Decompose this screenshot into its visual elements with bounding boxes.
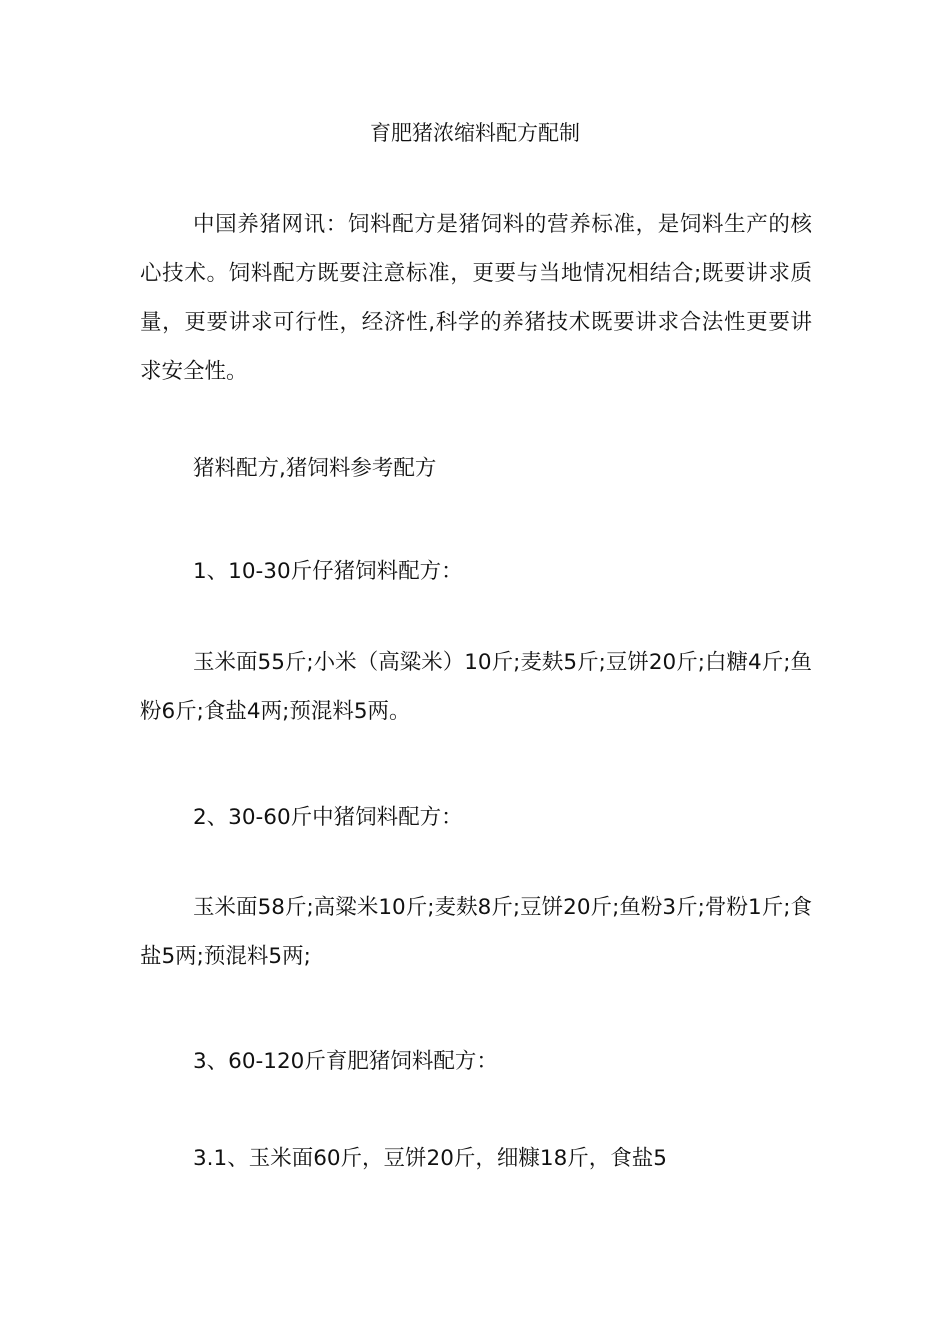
formula-heading-2: 2、30-60斤中猪饲料配方：	[193, 805, 463, 830]
formula-heading-3: 3、60-120斤育肥猪饲料配方：	[193, 1049, 498, 1074]
formula-ingredients-1: 玉米面55斤;小米（高粱米）10斤;麦麸5斤;豆饼20斤;白糖4斤;鱼粉6斤;食盐4两;预混料5两。	[140, 650, 812, 724]
formula-ingredients-3-1: 3.1、玉米面60斤，豆饼20斤，细糠18斤，食盐5	[193, 1146, 667, 1171]
intro-paragraph: 中国养猪网讯：饲料配方是猪饲料的营养标准，是饲料生产的核心技术。饲料配方既要注意标准，更要与当地情况相结合;既要讲求质量，更要讲求可行性，经济性,科学的养猪技术既要讲求合法性更要讲求安全性。	[140, 212, 812, 384]
section-heading-formulas: 猪料配方,猪饲料参考配方	[193, 456, 437, 481]
formula-heading-1: 1、10-30斤仔猪饲料配方：	[193, 559, 463, 584]
formula-ingredients-2: 玉米面58斤;高粱米10斤;麦麸8斤;豆饼20斤;鱼粉3斤;骨粉1斤;食盐5两;预混料5两;	[140, 895, 812, 969]
document-title: 育肥猪浓缩料配方配制	[370, 121, 580, 145]
